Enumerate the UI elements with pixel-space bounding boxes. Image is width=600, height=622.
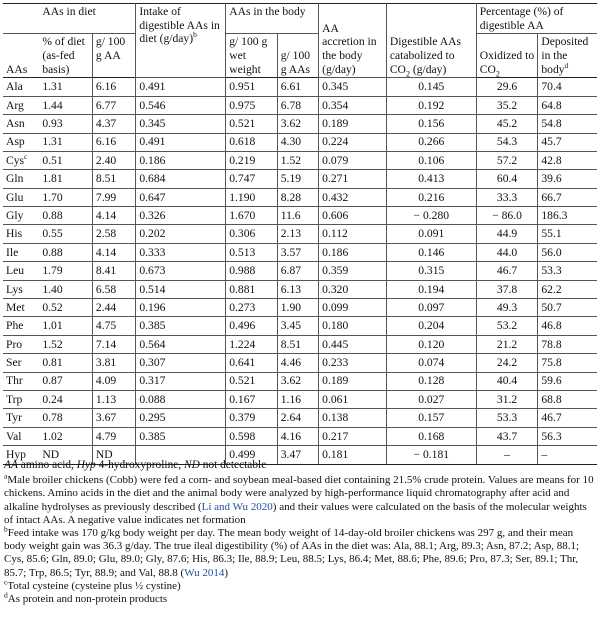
cell-body-wet: 1.190 bbox=[226, 188, 278, 206]
cell-diet-pct: 1.81 bbox=[39, 170, 92, 188]
cell-diet-g: 3.67 bbox=[92, 409, 135, 427]
cell-catab: 0.204 bbox=[386, 317, 476, 335]
cell-intake: 0.088 bbox=[136, 391, 226, 409]
table-body bbox=[3, 78, 597, 464]
cell-intake: 0.333 bbox=[136, 243, 226, 261]
cell-diet-g: 7.99 bbox=[92, 188, 135, 206]
citation-link-li-wu-2020[interactable]: Li and Wu 2020 bbox=[201, 500, 273, 513]
header-aas-in-diet: AAs in diet bbox=[39, 4, 135, 34]
table-row bbox=[3, 170, 597, 188]
cell-catab: 0.413 bbox=[386, 170, 476, 188]
cell-body-wet: 1.224 bbox=[226, 335, 278, 353]
cell-body-wet: 0.499 bbox=[226, 446, 278, 464]
cell-oxid: 54.3 bbox=[476, 133, 538, 151]
footnote-b: $^b$Feed intake was 170 g/kg body weight per day. The mean body weight of 14-day-old broiler chickens was 297 g, and their mean body weight gain was 36.3 g/day. The true ileal digestibility (%) of AAs in the diet was: Ala, 88.1; Arg, 89.3; Asn, 87.2; Asp, 88.1; Cys, 85.6; Gln, 89.0; Glu, 89.0; Gly, 87.6; His, 86.3; Ile, 88.9; Leu, 88.5; Lys, 86.4; Met, 88.6; Phe, 89.6; Pro, 87.3; Ser, 89.1; Thr, 85.7; Trp, 86.5; Tyr, 88.9; and Val, 88.8 (Wu 2014) bbox=[4, 524, 580, 579]
cell-body-aa: 3.62 bbox=[277, 115, 318, 133]
cell-catab: 0.194 bbox=[386, 280, 476, 298]
cell-oxid: 43.7 bbox=[476, 427, 538, 445]
cell-diet-g: 1.13 bbox=[92, 391, 135, 409]
cell-diet-pct: 0.24 bbox=[39, 391, 92, 409]
cell-diet-g: 4.09 bbox=[92, 372, 135, 390]
cell-diet-pct: 0.55 bbox=[39, 225, 92, 243]
cell-catab: 0.146 bbox=[386, 243, 476, 261]
cell-accretion: 0.112 bbox=[319, 225, 387, 243]
cell-intake: 0.295 bbox=[136, 409, 226, 427]
cell-body-aa: 4.30 bbox=[277, 133, 318, 151]
cell-body-aa: 1.52 bbox=[277, 151, 318, 169]
header-oxidized: Oxidized to $CO_2$ bbox=[476, 34, 538, 78]
cell-oxid: 49.3 bbox=[476, 299, 538, 317]
cell-body-wet: 0.641 bbox=[226, 354, 278, 372]
table-row bbox=[3, 372, 597, 390]
cell-body-wet: 0.219 bbox=[226, 151, 278, 169]
cell-accretion: 0.217 bbox=[319, 427, 387, 445]
cell-diet-pct: 1.70 bbox=[39, 188, 92, 206]
cell-aa-name: His bbox=[3, 225, 39, 243]
cell-diet-g: 6.16 bbox=[92, 78, 135, 96]
cell-accretion: 0.354 bbox=[319, 96, 387, 114]
cell-dep: 42.8 bbox=[538, 151, 597, 169]
table-row bbox=[3, 280, 597, 298]
cell-intake: 0.564 bbox=[136, 335, 226, 353]
cell-body-wet: 0.975 bbox=[226, 96, 278, 114]
cell-intake: 0.385 bbox=[136, 317, 226, 335]
cell-oxid: 45.2 bbox=[476, 115, 538, 133]
cell-body-wet: 0.306 bbox=[226, 225, 278, 243]
cell-intake: 0.326 bbox=[136, 207, 226, 225]
cell-intake: 0.684 bbox=[136, 170, 226, 188]
table-row bbox=[3, 115, 597, 133]
cell-body-wet: 0.747 bbox=[226, 170, 278, 188]
table-row bbox=[3, 354, 597, 372]
header-intake: Intake of digestible AAs in diet $(g/day)^b$ bbox=[136, 4, 226, 78]
cell-body-aa: 3.57 bbox=[277, 243, 318, 261]
cell-aa-name: Asp bbox=[3, 133, 39, 151]
cell-catab: 0.027 bbox=[386, 391, 476, 409]
table-row bbox=[3, 207, 597, 225]
header-pct-diet: % of diet (as-fed basis) bbox=[39, 34, 92, 78]
cell-diet-pct: 1.52 bbox=[39, 335, 92, 353]
cell-accretion: 0.432 bbox=[319, 188, 387, 206]
cell-intake: 0.514 bbox=[136, 280, 226, 298]
cell-oxid: 53.3 bbox=[476, 409, 538, 427]
cell-intake: 0.673 bbox=[136, 262, 226, 280]
cell-accretion: 0.445 bbox=[319, 335, 387, 353]
footnote-d: $^d$As protein and non-protein products bbox=[4, 590, 168, 606]
footnote-a: $^a$Male broiler chickens (Cobb) were fed a corn- and soybean meal-based diet containing 21.5% crude protein. Values are means for 10 chickens. Amino acids in the diet and the animal body were analyzed by high-performance liquid chromatography after acid and alkaline hydrolyses as previously described (Li and Wu 2020) and their values were calculated on the basis of the molecular weights of intact AAs. A negative value indicates net formation bbox=[4, 471, 594, 526]
cell-diet-g: 4.75 bbox=[92, 317, 135, 335]
table-row bbox=[3, 262, 597, 280]
cell-catab: 0.145 bbox=[386, 78, 476, 96]
cell-dep: 45.7 bbox=[538, 133, 597, 151]
cell-diet-pct: 0.51 bbox=[39, 151, 92, 169]
header-g100-wet: g/ 100 g wet weight bbox=[226, 34, 278, 78]
cell-body-aa: 6.78 bbox=[277, 96, 318, 114]
cell-body-wet: 0.951 bbox=[226, 78, 278, 96]
table-row bbox=[3, 133, 597, 151]
header-row-1 bbox=[3, 4, 597, 34]
table-row bbox=[3, 225, 597, 243]
cell-diet-pct: 1.79 bbox=[39, 262, 92, 280]
cell-diet-pct: 1.40 bbox=[39, 280, 92, 298]
cell-accretion: 0.181 bbox=[319, 446, 387, 464]
cell-body-aa: 8.51 bbox=[277, 335, 318, 353]
cell-catab: 0.266 bbox=[386, 133, 476, 151]
cell-accretion: 0.079 bbox=[319, 151, 387, 169]
cell-oxid: – bbox=[476, 446, 538, 464]
cell-oxid: 35.2 bbox=[476, 96, 538, 114]
cell-diet-g: ND bbox=[92, 446, 135, 464]
cell-diet-pct: 0.93 bbox=[39, 115, 92, 133]
cell-accretion: 0.061 bbox=[319, 391, 387, 409]
cell-accretion: 0.189 bbox=[319, 372, 387, 390]
table-row bbox=[3, 409, 597, 427]
cell-aa-name: Tyr bbox=[3, 409, 39, 427]
table-row bbox=[3, 335, 597, 353]
cell-catab: 0.156 bbox=[386, 115, 476, 133]
cell-accretion: 0.180 bbox=[319, 317, 387, 335]
cell-intake: 0.202 bbox=[136, 225, 226, 243]
cell-body-aa: 3.45 bbox=[277, 317, 318, 335]
cell-catab: 0.192 bbox=[386, 96, 476, 114]
cell-body-aa: 1.16 bbox=[277, 391, 318, 409]
cell-aa-name: Thr bbox=[3, 372, 39, 390]
cell-oxid: 53.2 bbox=[476, 317, 538, 335]
cell-oxid: 44.0 bbox=[476, 243, 538, 261]
cell-diet-pct: 1.01 bbox=[39, 317, 92, 335]
cell-dep: 56.0 bbox=[538, 243, 597, 261]
cell-catab: 0.091 bbox=[386, 225, 476, 243]
header-accretion: AA accretion in the body (g/day) bbox=[319, 4, 387, 78]
header-aas: AAs bbox=[3, 34, 39, 78]
cell-intake: 0.546 bbox=[136, 96, 226, 114]
cell-catab: 0.120 bbox=[386, 335, 476, 353]
cell-accretion: 0.099 bbox=[319, 299, 387, 317]
cell-dep: 53.3 bbox=[538, 262, 597, 280]
cell-body-wet: 0.618 bbox=[226, 133, 278, 151]
cell-accretion: 0.189 bbox=[319, 115, 387, 133]
cell-aa-name: Ala bbox=[3, 78, 39, 96]
cell-intake: 0.345 bbox=[136, 115, 226, 133]
cell-diet-g: 8.51 bbox=[92, 170, 135, 188]
cell-body-wet: 0.988 bbox=[226, 262, 278, 280]
amino-acid-table bbox=[3, 3, 597, 465]
cell-aa-name: Phe bbox=[3, 317, 39, 335]
cell-catab: 0.157 bbox=[386, 409, 476, 427]
cell-intake: 0.186 bbox=[136, 151, 226, 169]
cell-dep: 64.8 bbox=[538, 96, 597, 114]
cell-diet-pct: 1.02 bbox=[39, 427, 92, 445]
cell-body-aa: 3.62 bbox=[277, 372, 318, 390]
cell-body-aa: 6.61 bbox=[277, 78, 318, 96]
cell-diet-pct: 0.78 bbox=[39, 409, 92, 427]
cell-dep: 62.2 bbox=[538, 280, 597, 298]
header-percentage: Percentage (%) of digestible AA bbox=[476, 4, 597, 34]
cell-aa-name: Glu bbox=[3, 188, 39, 206]
cell-diet-pct: ND bbox=[39, 446, 92, 464]
cell-dep: 66.7 bbox=[538, 188, 597, 206]
cell-accretion: 0.233 bbox=[319, 354, 387, 372]
cell-aa-name: Leu bbox=[3, 262, 39, 280]
cell-dep: 70.4 bbox=[538, 78, 597, 96]
cell-diet-g: 4.14 bbox=[92, 243, 135, 261]
cell-diet-pct: 1.31 bbox=[39, 133, 92, 151]
cell-dep: 78.8 bbox=[538, 335, 597, 353]
cell-dep: 50.7 bbox=[538, 299, 597, 317]
cell-catab: 0.216 bbox=[386, 188, 476, 206]
cell-diet-g: 7.14 bbox=[92, 335, 135, 353]
cell-intake: 0.491 bbox=[136, 78, 226, 96]
cell-aa-name: Asn bbox=[3, 115, 39, 133]
cell-diet-g: 4.14 bbox=[92, 207, 135, 225]
table-row bbox=[3, 299, 597, 317]
cell-oxid: − 86.0 bbox=[476, 207, 538, 225]
cell-aa-name: Pro bbox=[3, 335, 39, 353]
cell-diet-g: 4.37 bbox=[92, 115, 135, 133]
cell-dep: 46.7 bbox=[538, 409, 597, 427]
cell-body-wet: 0.881 bbox=[226, 280, 278, 298]
cell-accretion: 0.138 bbox=[319, 409, 387, 427]
cell-body-aa: 4.16 bbox=[277, 427, 318, 445]
cell-aa-name: Gln bbox=[3, 170, 39, 188]
cell-intake: 0.317 bbox=[136, 372, 226, 390]
table-row bbox=[3, 78, 597, 96]
cell-aa-name: Lys bbox=[3, 280, 39, 298]
cell-accretion: 0.224 bbox=[319, 133, 387, 151]
cell-body-aa: 8.28 bbox=[277, 188, 318, 206]
cell-body-wet: 0.379 bbox=[226, 409, 278, 427]
cell-body-wet: 0.521 bbox=[226, 115, 278, 133]
cell-dep: 55.1 bbox=[538, 225, 597, 243]
cell-oxid: 46.7 bbox=[476, 262, 538, 280]
cell-aa-name: Ile bbox=[3, 243, 39, 261]
cell-diet-g: 2.58 bbox=[92, 225, 135, 243]
table-row bbox=[3, 96, 597, 114]
cell-body-wet: 0.513 bbox=[226, 243, 278, 261]
cell-oxid: 44.9 bbox=[476, 225, 538, 243]
cell-intake: 0.307 bbox=[136, 354, 226, 372]
header-deposited: Deposited in the body$^d$ bbox=[538, 34, 597, 78]
header-g100-aas: g/ 100 g AAs bbox=[277, 34, 318, 78]
cell-body-aa: 1.90 bbox=[277, 299, 318, 317]
cell-body-aa: 6.87 bbox=[277, 262, 318, 280]
cell-body-aa: 11.6 bbox=[277, 207, 318, 225]
cell-catab: 0.168 bbox=[386, 427, 476, 445]
cell-oxid: 21.2 bbox=[476, 335, 538, 353]
cell-body-aa: 2.64 bbox=[277, 409, 318, 427]
table-row bbox=[3, 188, 597, 206]
table-row bbox=[3, 243, 597, 261]
cell-accretion: 0.345 bbox=[319, 78, 387, 96]
cell-oxid: 57.2 bbox=[476, 151, 538, 169]
table-row bbox=[3, 151, 597, 169]
cell-body-wet: 0.521 bbox=[226, 372, 278, 390]
cell-diet-g: 8.41 bbox=[92, 262, 135, 280]
cell-dep: 46.8 bbox=[538, 317, 597, 335]
cell-diet-g: 4.79 bbox=[92, 427, 135, 445]
cell-diet-pct: 0.88 bbox=[39, 207, 92, 225]
header-g100-aa: g/ 100 g AA bbox=[92, 34, 135, 78]
cell-catab: 0.074 bbox=[386, 354, 476, 372]
cell-accretion: 0.359 bbox=[319, 262, 387, 280]
cell-body-wet: 0.496 bbox=[226, 317, 278, 335]
cell-diet-g: 3.81 bbox=[92, 354, 135, 372]
cell-body-wet: 0.273 bbox=[226, 299, 278, 317]
cell-body-wet: 0.167 bbox=[226, 391, 278, 409]
cell-aa-name: Cys$^c$ bbox=[3, 151, 39, 169]
cell-diet-pct: 0.88 bbox=[39, 243, 92, 261]
cell-accretion: 0.271 bbox=[319, 170, 387, 188]
cell-dep: 39.6 bbox=[538, 170, 597, 188]
cell-catab: 0.315 bbox=[386, 262, 476, 280]
cell-intake: 0.385 bbox=[136, 427, 226, 445]
cell-diet-g: 6.77 bbox=[92, 96, 135, 114]
cell-intake: 0.491 bbox=[136, 133, 226, 151]
cell-diet-g: 2.40 bbox=[92, 151, 135, 169]
footnote-c: $^c$Total cysteine (cysteine plus ½ cystine) bbox=[4, 577, 181, 592]
cell-diet-pct: 1.44 bbox=[39, 96, 92, 114]
cell-oxid: 33.3 bbox=[476, 188, 538, 206]
cell-body-aa: 3.47 bbox=[277, 446, 318, 464]
cell-aa-name: Met bbox=[3, 299, 39, 317]
cell-intake: 0.196 bbox=[136, 299, 226, 317]
cell-body-wet: 0.598 bbox=[226, 427, 278, 445]
header-aas-in-body: AAs in the body bbox=[226, 4, 319, 34]
cell-accretion: 0.320 bbox=[319, 280, 387, 298]
cell-catab: 0.128 bbox=[386, 372, 476, 390]
cell-oxid: 29.6 bbox=[476, 78, 538, 96]
cell-accretion: 0.606 bbox=[319, 207, 387, 225]
cell-aa-name: Hyp bbox=[3, 446, 39, 464]
table-row bbox=[3, 317, 597, 335]
cell-body-aa: 6.13 bbox=[277, 280, 318, 298]
cell-oxid: 31.2 bbox=[476, 391, 538, 409]
cell-dep: 59.6 bbox=[538, 372, 597, 390]
cell-aa-name: Val bbox=[3, 427, 39, 445]
cell-dep: – bbox=[538, 446, 597, 464]
cell-accretion: 0.186 bbox=[319, 243, 387, 261]
cell-body-wet: 1.670 bbox=[226, 207, 278, 225]
cell-oxid: 37.8 bbox=[476, 280, 538, 298]
cell-dep: 186.3 bbox=[538, 207, 597, 225]
cell-body-aa: 5.19 bbox=[277, 170, 318, 188]
cell-aa-name: Arg bbox=[3, 96, 39, 114]
cell-oxid: 24.2 bbox=[476, 354, 538, 372]
cell-aa-name: Gly bbox=[3, 207, 39, 225]
cell-oxid: 60.4 bbox=[476, 170, 538, 188]
table-row bbox=[3, 427, 597, 445]
cell-body-aa: 2.13 bbox=[277, 225, 318, 243]
cell-diet-pct: 1.31 bbox=[39, 78, 92, 96]
cell-dep: 75.8 bbox=[538, 354, 597, 372]
cell-dep: 56.3 bbox=[538, 427, 597, 445]
table-row bbox=[3, 391, 597, 409]
citation-link-wu-2014[interactable]: Wu 2014 bbox=[184, 566, 225, 579]
cell-dep: 68.8 bbox=[538, 391, 597, 409]
cell-dep: 54.8 bbox=[538, 115, 597, 133]
cell-diet-g: 6.16 bbox=[92, 133, 135, 151]
cell-diet-pct: 0.81 bbox=[39, 354, 92, 372]
header-catabolized: Digestible AAs catabolized to $CO_2$ (g/day) bbox=[386, 4, 476, 78]
cell-body-aa: 4.46 bbox=[277, 354, 318, 372]
header-row-2 bbox=[3, 34, 597, 78]
cell-catab: 0.097 bbox=[386, 299, 476, 317]
cell-diet-g: 6.58 bbox=[92, 280, 135, 298]
cell-aa-name: Ser bbox=[3, 354, 39, 372]
cell-diet-pct: 0.52 bbox=[39, 299, 92, 317]
cell-diet-g: 2.44 bbox=[92, 299, 135, 317]
cell-catab: − 0.181 bbox=[386, 446, 476, 464]
cell-oxid: 40.4 bbox=[476, 372, 538, 390]
cell-catab: 0.106 bbox=[386, 151, 476, 169]
cell-diet-pct: 0.87 bbox=[39, 372, 92, 390]
footnotes bbox=[4, 459, 596, 606]
cell-intake: 0.647 bbox=[136, 188, 226, 206]
footnote-abbreviations: AA amino acid, Hyp 4-hydroxyproline, ND not detectable bbox=[4, 459, 267, 471]
cell-catab: − 0.280 bbox=[386, 207, 476, 225]
cell-aa-name: Trp bbox=[3, 391, 39, 409]
